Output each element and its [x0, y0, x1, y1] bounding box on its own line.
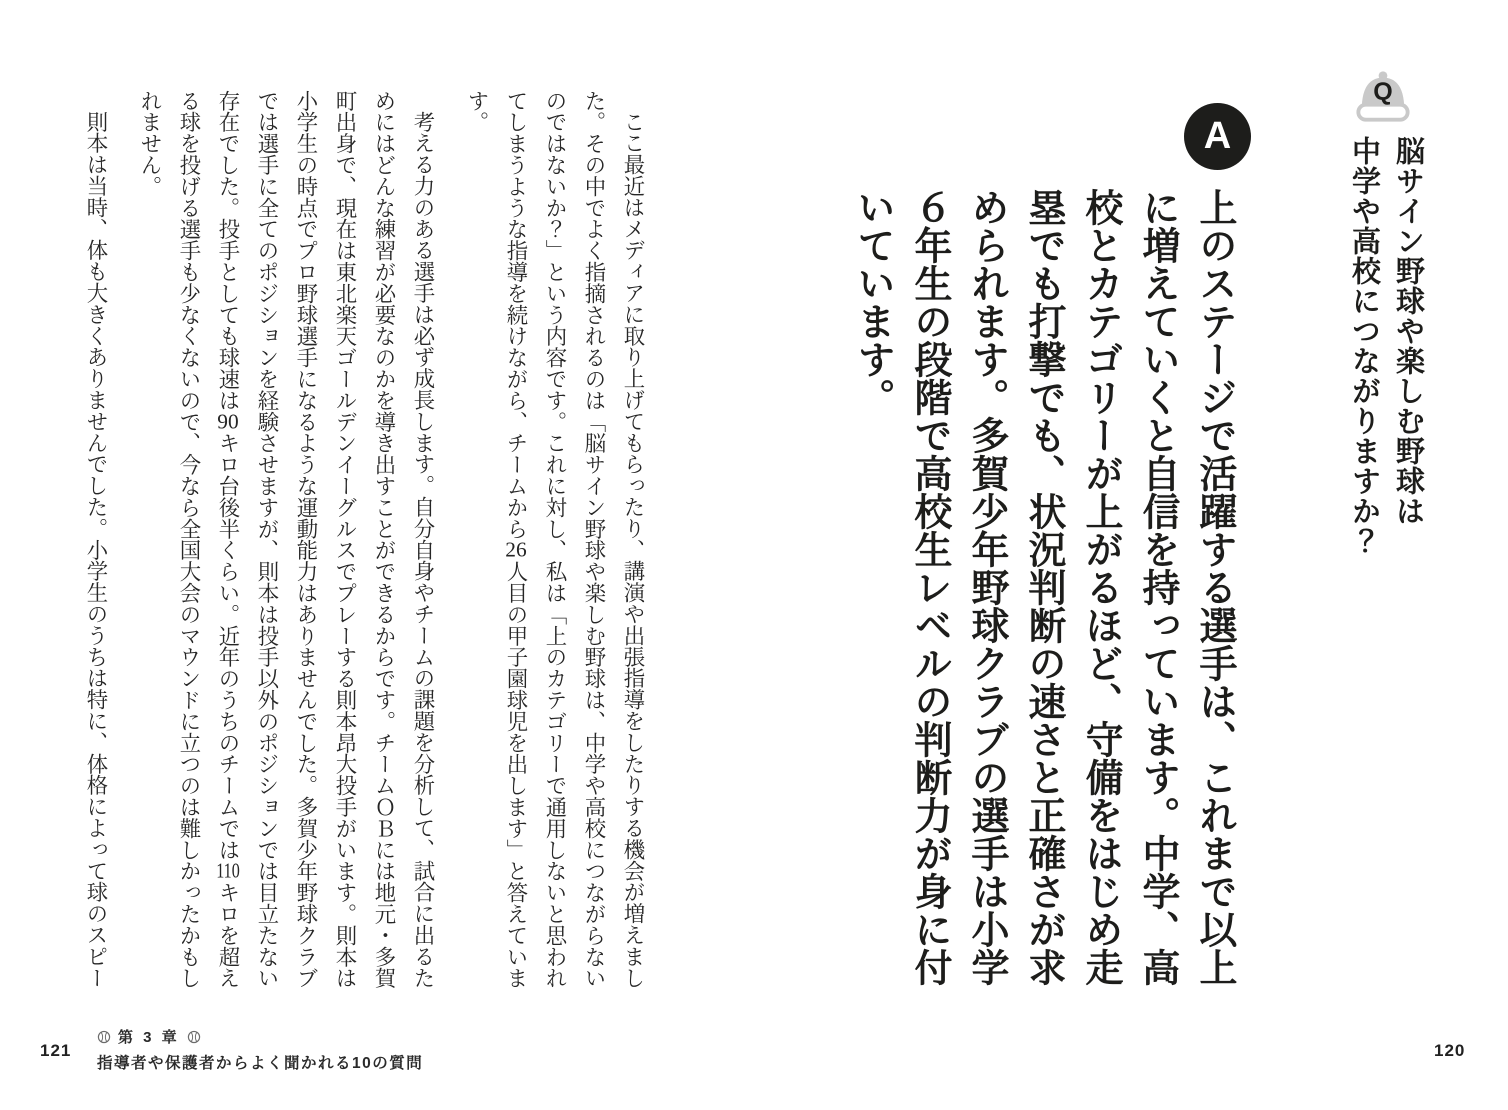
paragraph: 考える力のある選手は必ず成長します。自分自身やチームの課題を分析して、試合に出るためにはどんな練習が必要なのかを導き出すことができるからです。チームＯＢには地元・多賀町出身で、現在は東北楽天ゴールデンイーグルスでプレーする則本昂大投手がいます。則本は小学生の時点でプロ野球選手になるような運動能力はありませんでした。多賀少年野球クラブでは選手に全てのポジションを経験させますが、則本は投手以外のポジションでは目立たない存在でした。投手としても球速は90キロ台後半くらい。近年のうちのチームでは110キロを超える球を投げる選手も少なくないので、今なら全国大会のマウンドに立つのは難しかったかもしれません。: [138, 90, 435, 989]
question-text: [1290, 136, 1430, 616]
baseball-icon: [187, 1030, 201, 1044]
chapter-subtitle: 指導者や保護者からよく聞かれる10の質問: [97, 1055, 424, 1072]
page-number-right: 120: [1434, 1041, 1466, 1060]
paragraph: 則本は当時、体も大きくありませんでした。小学生のうちは特に、体格によって球のスピー: [84, 111, 108, 989]
question-line: 中学や高校につながりますか？: [1348, 136, 1380, 556]
question-icon-letter: Q: [1373, 78, 1393, 106]
tcy-number: 110: [216, 860, 240, 882]
tcy-number: 26: [505, 539, 527, 561]
answer-icon-circle: [1184, 103, 1251, 170]
baseball-cap-icon: [1354, 68, 1412, 124]
paragraph: ここ最近はメディアに取り上げてもらったり、講演や出張指導をしたりする機会が増えました。その中でよく指摘されるのは「脳サイン野球や楽しむ野球は、中学や高校につながらないのではないか？」という内容です。これに対し、私は「上のカテゴリーで通用しないと思われてしまうような指導を続けながら、チームから26人目の甲子園球児を出します」と答えています。: [465, 90, 645, 989]
body-text: [32, 90, 652, 990]
baseball-icon: [97, 1030, 111, 1044]
answer-text: 上のステージで活躍する選手は、これまで以上に増えていくと自信を持っています。中学、高校とカテゴリーが上がるほど、守備をはじめ走塁でも打撃でも、状況判断の速さと正確さが求められます。多賀少年野球クラブの選手は小学６年生の段階で高校生レベルの判断力が身に付いています。: [851, 188, 1235, 986]
chapter-header: [97, 1026, 423, 1047]
question-line: 脳サイン野球や楽しむ野球は: [1392, 136, 1424, 526]
tcy-number: 90: [217, 411, 239, 433]
answer-icon-letter: A: [1203, 114, 1232, 157]
page-number-left: 121: [40, 1041, 72, 1060]
chapter-title: 第 3 章: [118, 1029, 180, 1046]
chapter-footer: [97, 1026, 423, 1073]
